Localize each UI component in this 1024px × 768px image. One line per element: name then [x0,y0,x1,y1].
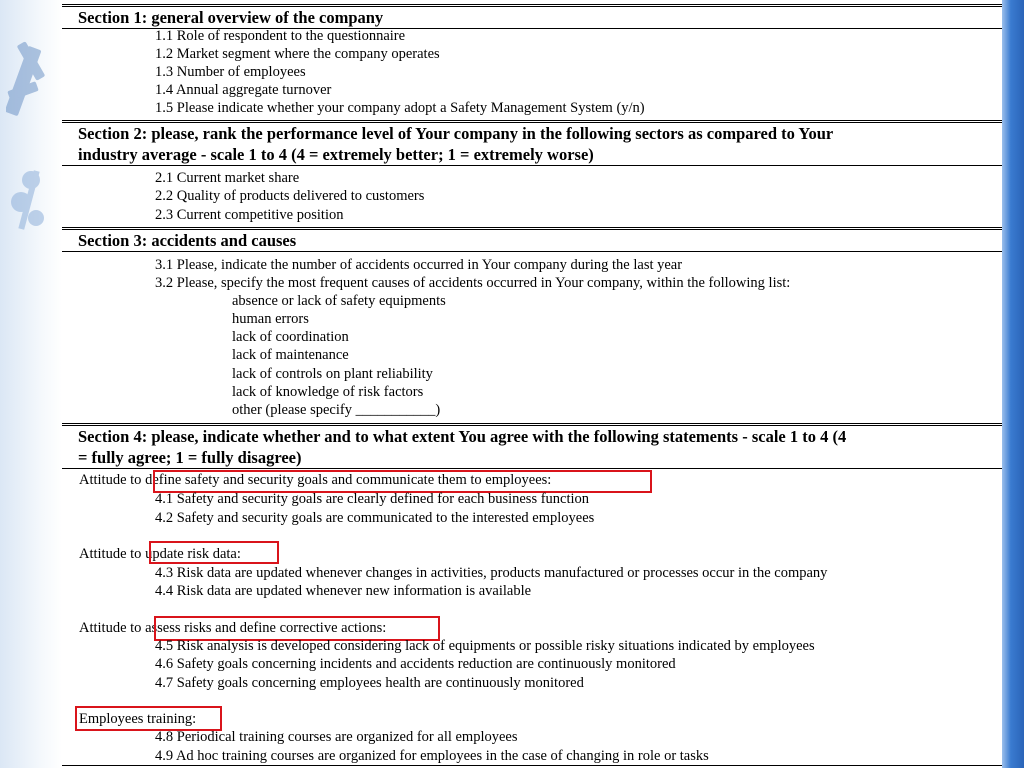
section-2 [62,120,1002,166]
item-4-8: 4.8 Periodical training courses are organized for all employees [155,729,518,745]
item-4-1: 4.1 Safety and security goals are clearly defined for each business function [155,491,590,507]
section-2-title-line2: industry average - scale 1 to 4 (4 = extremely better; 1 = extremely worse) [78,145,594,164]
cause-item: human errors [232,311,309,327]
item-1-4: 1.4 Annual aggregate turnover [155,82,332,98]
item-4-5: 4.5 Risk analysis is developed considering lack of equipments or possible risky situations indicated by employees [155,638,815,654]
section-4-title [62,423,1002,469]
cause-item: other (please specify ___________) [232,402,441,418]
section-1 [62,4,1002,29]
cause-item: absence or lack of safety equipments [232,293,446,309]
cause-item: lack of maintenance [232,347,349,363]
section-4-title-line2: = fully agree; 1 = fully disagree) [78,448,302,467]
item-1-2: 1.2 Market segment where the company operates [155,46,440,62]
section-4-title-line1: Section 4: please, indicate whether and to what extent You agree with the following statements - scale 1 to 4 (4 [78,427,847,446]
bottom-rule [62,765,1002,766]
snowflake-decoration-icon [6,36,56,126]
item-4-6: 4.6 Safety goals concerning incidents and accidents reduction are continuously monitored [155,656,676,672]
section-2-title [62,120,1002,166]
item-4-3: 4.3 Risk data are updated whenever changes in activities, products manufactured or processes occur in the company [155,565,828,581]
group-4-heading: Employees training: [79,711,197,727]
item-1-5: 1.5 Please indicate whether your company adopt a Safety Management System (y/n) [155,100,645,116]
questionnaire-document [62,0,1002,768]
item-4-9: 4.9 Ad hoc training courses are organized for employees in the case of changing in role or tasks [155,748,709,764]
item-3-2: 3.2 Please, specify the most frequent causes of accidents occurred in Your company, within the following list: [155,275,791,291]
attitude-prefix: Attitude to [79,546,142,562]
cause-item: lack of coordination [232,329,349,345]
item-3-1: 3.1 Please, indicate the number of accidents occurred in Your company during the last year [155,257,683,273]
item-1-1: 1.1 Role of respondent to the questionnaire [155,28,406,44]
group-3-topic: assess risks and define corrective actions: [145,620,387,636]
item-2-2: 2.2 Quality of products delivered to customers [155,188,425,204]
attitude-prefix: Attitude to [79,472,142,488]
highlight-box [149,541,279,564]
cause-item: lack of controls on plant reliability [232,366,433,382]
item-4-4: 4.4 Risk data are updated whenever new information is available [155,583,532,599]
item-4-7: 4.7 Safety goals concerning employees health are continuously monitored [155,675,584,691]
section-1-title: Section 1: general overview of the company [62,4,1002,29]
group-1-topic: define safety and security goals and communicate them to employees: [145,472,552,488]
snowflake-decoration-icon [6,160,56,240]
item-2-1: 2.1 Current market share [155,170,300,186]
item-1-3: 1.3 Number of employees [155,64,306,80]
item-4-2: 4.2 Safety and security goals are communicated to the interested employees [155,510,595,526]
section-3 [62,227,1002,252]
section-2-title-line1: Section 2: please, rank the performance level of Your company in the following sectors as compared to Your [78,124,834,143]
right-decorative-band [1002,0,1024,768]
cause-item: lack of knowledge of risk factors [232,384,424,400]
group-2-topic: update risk data: [145,546,241,562]
section-3-title: Section 3: accidents and causes [62,227,1002,252]
item-2-3: 2.3 Current competitive position [155,207,344,223]
attitude-prefix: Attitude to [79,620,142,636]
section-4 [62,423,1002,469]
